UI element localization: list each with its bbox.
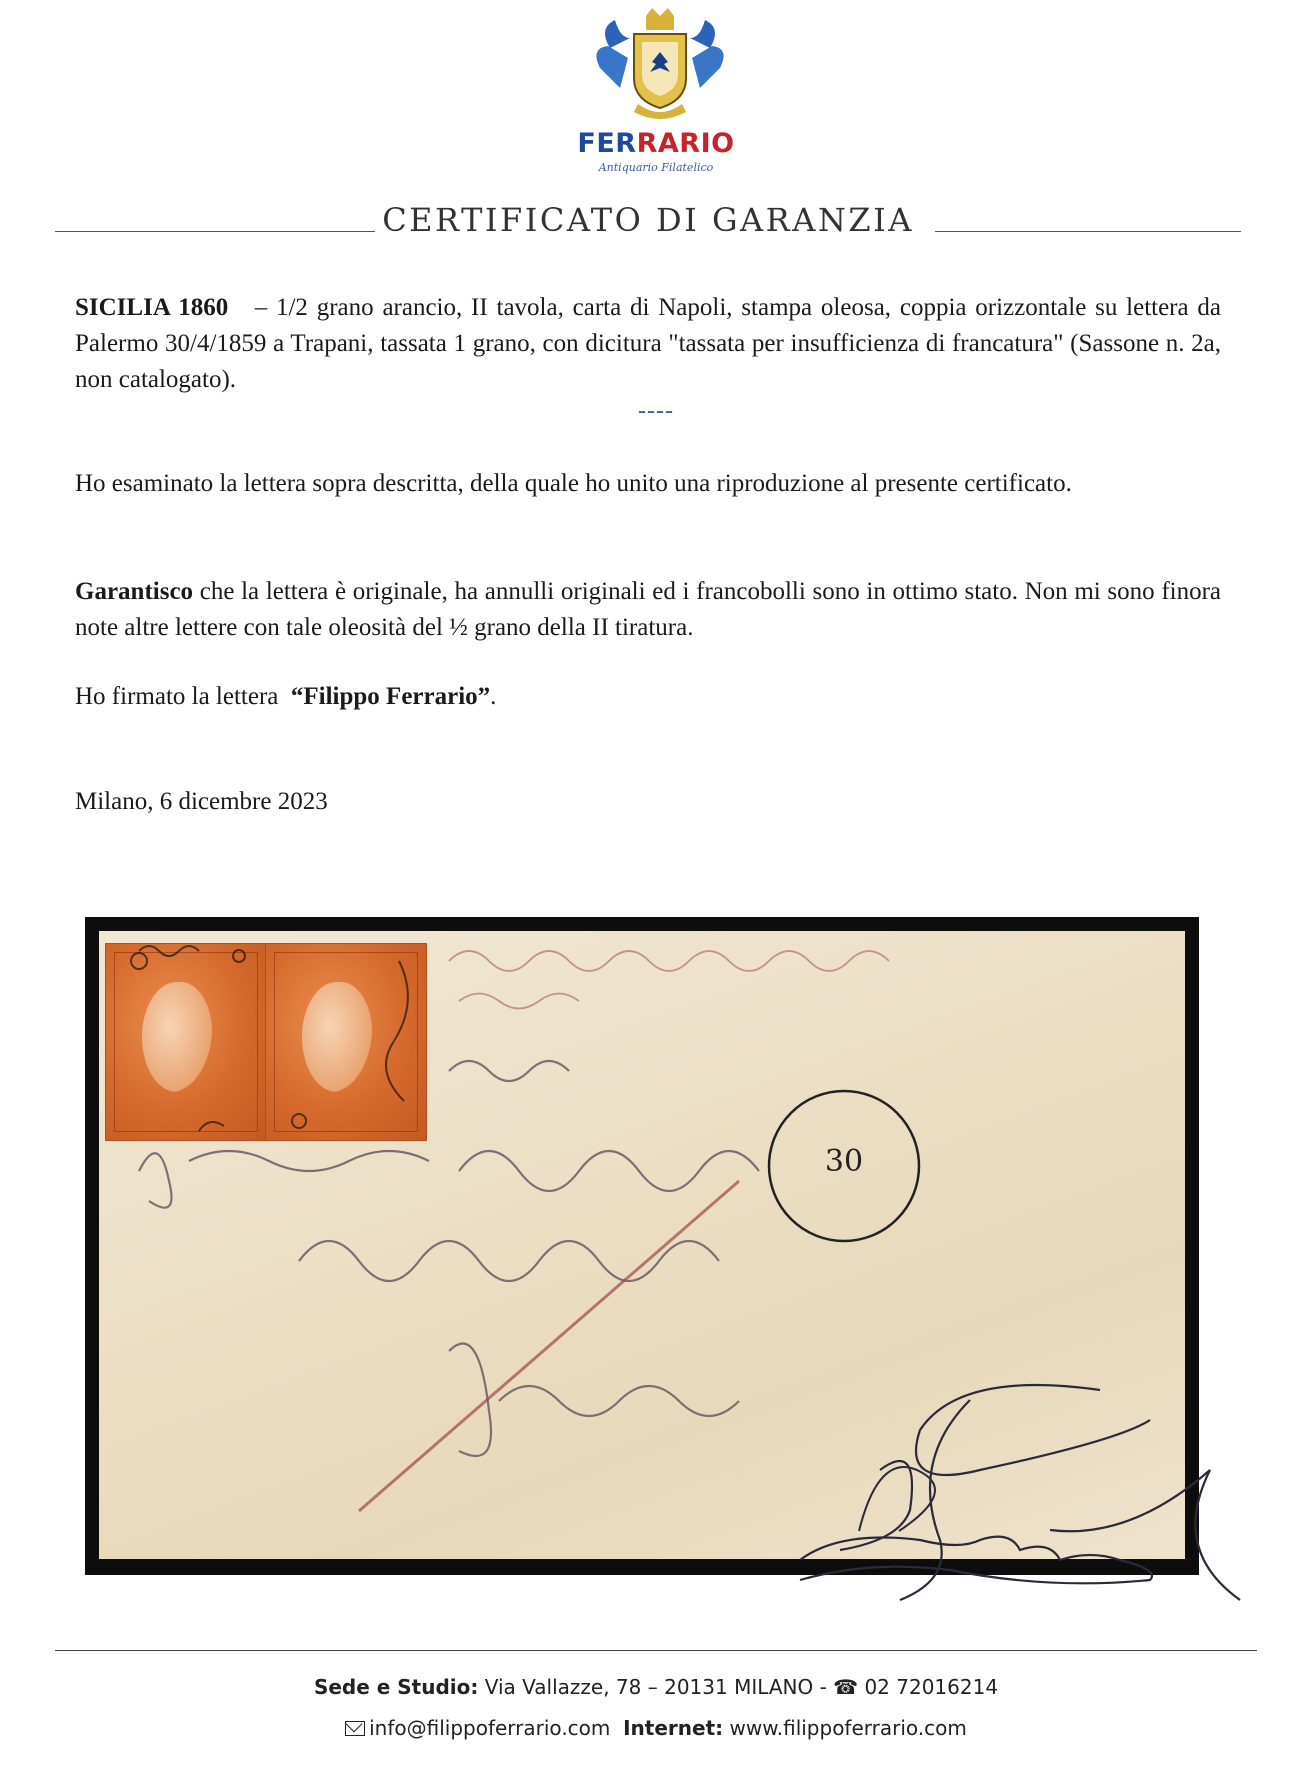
item-description [75,290,1221,398]
separator: ---- [638,398,674,424]
address-text: Via Vallazze, 78 – 20131 MILANO - [484,1675,827,1699]
signed-name: “Filippo Ferrario” [290,683,491,710]
mail-icon [345,1721,365,1736]
brand-name-part1: FER [577,128,637,159]
brand-name-part2: RARIO [636,128,735,159]
title-rule-right [935,231,1241,232]
phone-number: 02 72016214 [864,1675,999,1699]
handwritten-signature [720,1380,1260,1640]
email-link[interactable]: info@filippoferrario.com [369,1716,611,1740]
item-country-year: SICILIA 1860 [75,294,229,321]
footer-rule [55,1650,1257,1651]
guarantee-text: che la lettera è originale, ha annulli originali ed i francobolli sono in ottimo stato. Non mi sono finora note altre lettere con tale oleosità del ½ grano della II tiratura. [75,578,1222,641]
guarantee-keyword: Garantisco [75,578,194,605]
brand-name [0,128,1312,159]
examined-statement: Ho esaminato la lettera sopra descritta, della quale ho unito una riproduzione al presente certificato. [75,470,1072,497]
item-description-text: – 1/2 grano arancio, II tavola, carta di Napoli, stampa oleosa, coppia orizzontale su lettera da Palermo 30/4/1859 a Trapani, tassata 1 grano, con dicitura "tassata per insufficienza di francatura" (Sassone n. 2a, non catalogato). [75,294,1221,393]
signed-prefix: Ho firmato la lettera [75,683,279,710]
address-label: Sede e Studio: [313,1675,479,1699]
guarantee-statement [75,574,1221,646]
signed-suffix: . [490,683,497,710]
brand-tagline: Antiquario Filatelico [598,161,714,174]
phone-fax-icon: ☎ [833,1675,859,1699]
internet-label: Internet: [623,1716,724,1740]
website-link[interactable]: www.filippoferrario.com [729,1716,967,1740]
svg-text:30: 30 [824,1144,864,1179]
coat-of-arms-logo [590,8,730,126]
title-row [55,201,1241,245]
footer-contacts [0,1716,1312,1740]
footer-address [0,1675,1312,1699]
place-date: Milano, 6 dicembre 2023 [75,788,328,815]
signed-statement [75,679,1221,715]
certificate-title: CERTIFICATO DI GARANZIA [382,201,914,239]
